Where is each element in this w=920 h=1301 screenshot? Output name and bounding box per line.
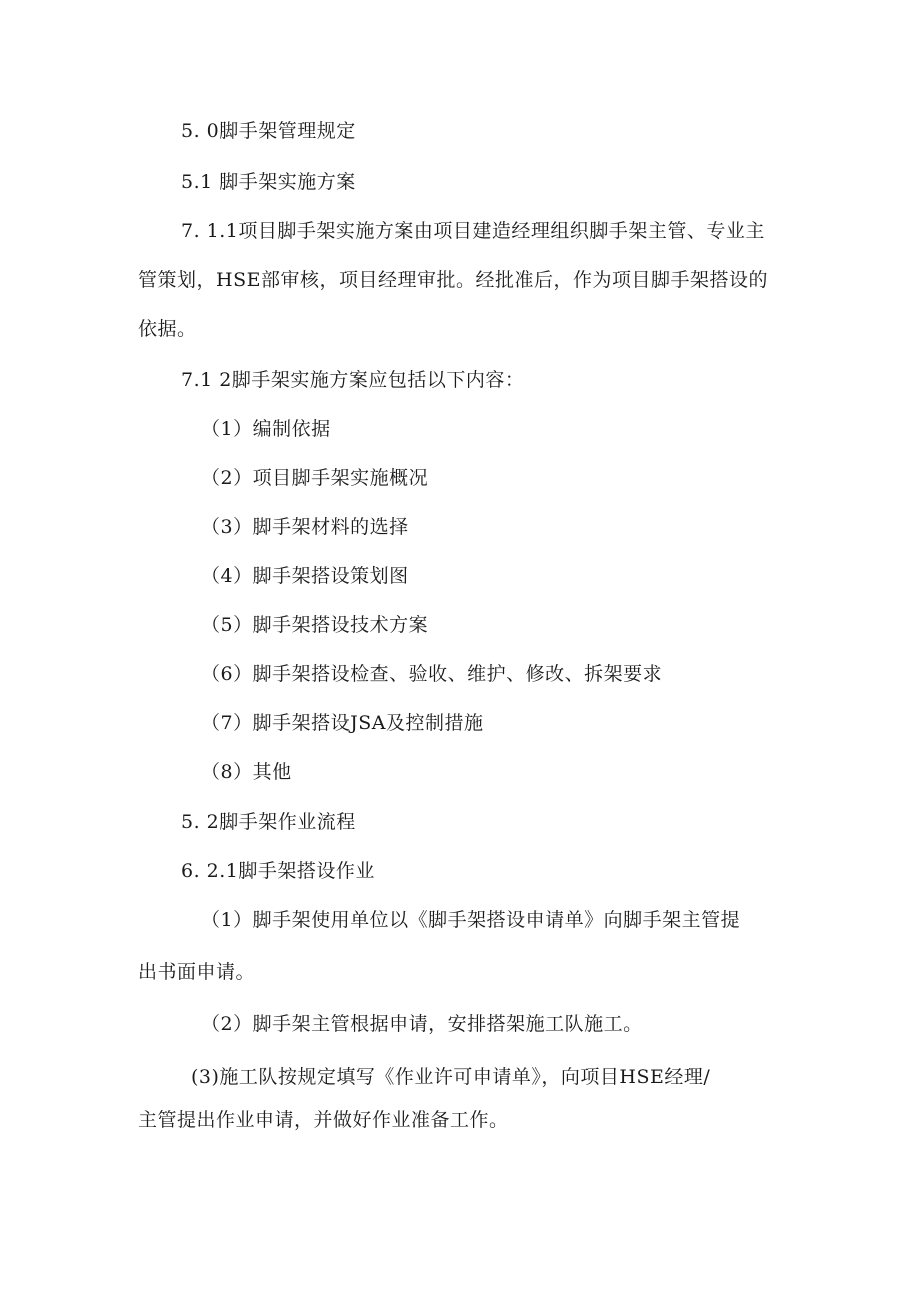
list-item: （1）脚手架使用单位以《脚手架搭设申请单》向脚手架主管提 [201,909,741,931]
list-item: (3)施工队按规定填写《作业许可申请单》，向项目HSE经理/ [191,1066,711,1088]
list-item: （8）其他 [201,761,292,783]
section-heading-5-1: 5.1 脚手架实施方案 [181,171,356,193]
paragraph-line: 7.1 2脚手架实施方案应包括以下内容： [181,369,525,391]
list-item: （1）编制依据 [201,418,331,440]
paragraph-line: 7. 1.1项目脚手架实施方案由项目建造经理组织脚手架主管、专业主 [181,220,765,242]
list-item: （2）项目脚手架实施概况 [201,467,429,489]
list-item-continuation: 主管提出作业申请，并做好作业准备工作。 [138,1109,509,1131]
list-item: （4）脚手架搭设策划图 [201,565,409,587]
list-item: （6）脚手架搭设检查、验收、维护、修改、拆架要求 [201,663,663,685]
section-heading-5-0: 5. 0脚手架管理规定 [181,120,356,142]
paragraph-line: 管策划，HSE部审核，项目经理审批。经批准后，作为项目脚手架搭设的 [138,269,768,291]
list-item: （3）脚手架材料的选择 [201,516,409,538]
paragraph-line: 依据。 [138,318,197,340]
list-item: （2）脚手架主管根据申请，安排搭架施工队施工。 [201,1013,643,1035]
list-item: （7）脚手架搭设JSA及控制措施 [201,712,484,734]
section-heading-5-2: 5. 2脚手架作业流程 [181,811,356,833]
list-item-continuation: 出书面申请。 [138,961,256,983]
subsection-heading: 6. 2.1脚手架搭设作业 [181,860,375,882]
list-item: （5）脚手架搭设技术方案 [201,614,429,636]
